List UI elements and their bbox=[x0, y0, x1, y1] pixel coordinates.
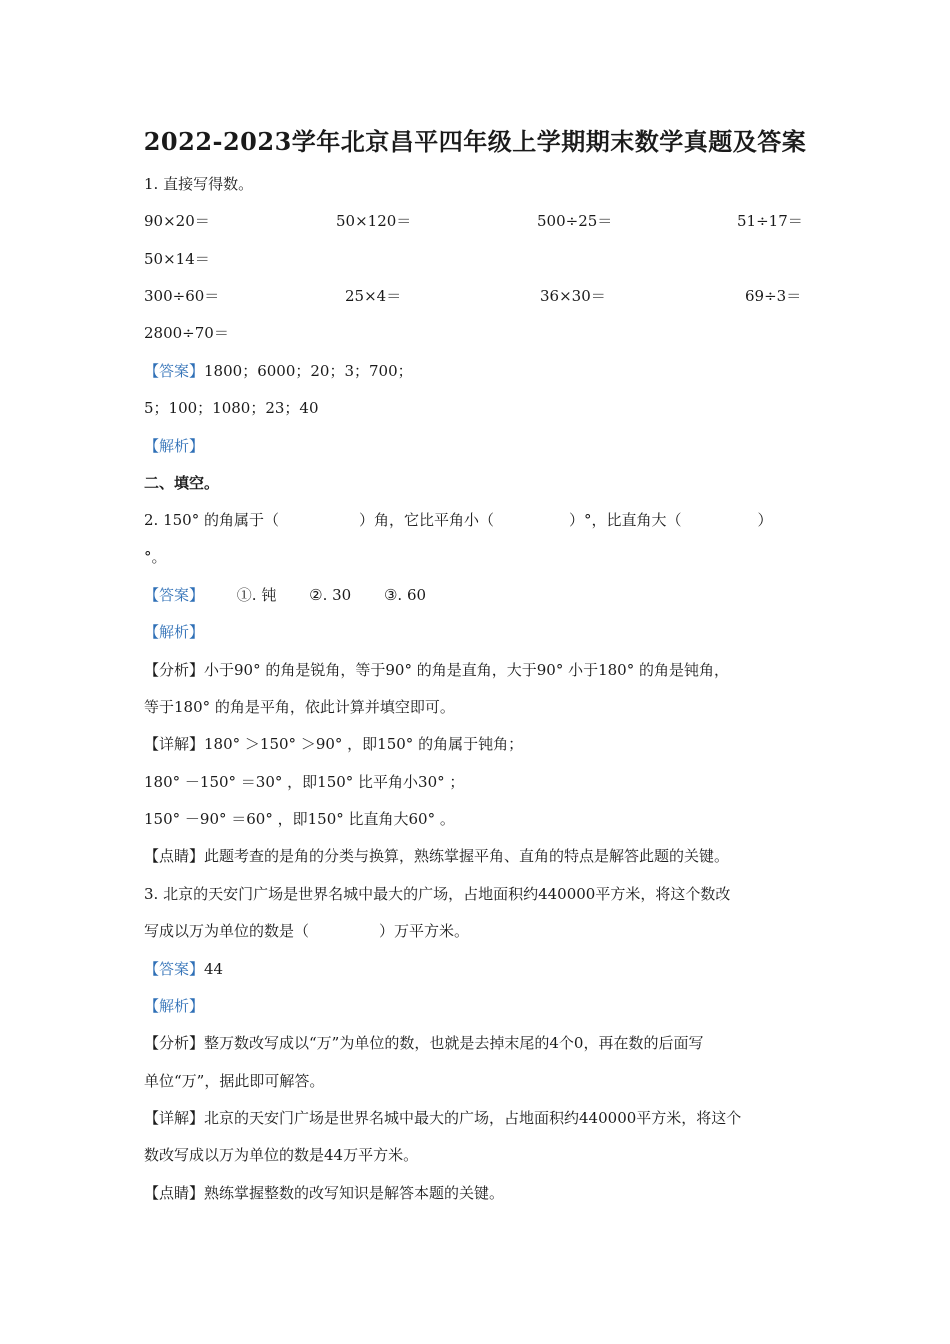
answer-text: 44 bbox=[204, 960, 224, 978]
q3-question-continued bbox=[144, 921, 469, 941]
analysis-tag: 【解析】 bbox=[144, 997, 205, 1015]
q1-item: 90×20＝ bbox=[144, 212, 210, 230]
q2-note bbox=[144, 846, 729, 866]
q1-item: 2800÷70＝ bbox=[144, 324, 229, 342]
q2-detail bbox=[144, 734, 523, 754]
q1-answer-continued: 5；100；1080；23；40 bbox=[144, 399, 319, 417]
q2-analysis bbox=[144, 660, 729, 680]
answer-tag: 【答案】 bbox=[144, 362, 205, 380]
analysis-tag: 【解析】 bbox=[144, 437, 205, 455]
q1-heading: 1. 直接写得数。 bbox=[144, 175, 254, 193]
q1-item: 500÷25＝ bbox=[537, 212, 613, 230]
q2-text: 2. 150° 的角属于（ bbox=[144, 511, 279, 529]
dianjing-tag: 【点睛】 bbox=[144, 847, 205, 865]
q3-analysis bbox=[144, 1033, 703, 1053]
answer-item: ③. 60 bbox=[383, 586, 427, 604]
q1-item: 50×14＝ bbox=[144, 250, 210, 268]
fenxi-text: 整万数改写成以“万”为单位的数，也就是去掉末尾的4个0，再在数的后面写 bbox=[204, 1034, 704, 1052]
xiangjie-tag: 【详解】 bbox=[144, 1109, 205, 1127]
xiangjie-text: 150° －90° ＝60° ，即150° 比直角大60° 。 bbox=[144, 810, 455, 828]
answer-item: ②. 30 bbox=[309, 586, 352, 604]
xiangjie-text: 180° ＞150° ＞90° ，即150° 的角属于钝角； bbox=[204, 735, 524, 753]
fenxi-text: 等于180° 的角是平角，依此计算并填空即可。 bbox=[144, 698, 455, 716]
answer-tag: 【答案】 bbox=[144, 586, 205, 604]
q1-item: 25×4＝ bbox=[345, 287, 402, 305]
q3-note bbox=[144, 1183, 504, 1203]
q1-item: 50×120＝ bbox=[336, 212, 412, 230]
q2-text: ）°，比直角大（ bbox=[569, 511, 682, 529]
q1-item: 51÷17＝ bbox=[737, 212, 803, 230]
answer-tag: 【答案】 bbox=[144, 960, 205, 978]
xiangjie-text: 北京的天安门广场是世界名城中最大的广场，占地面积约440000平方米，将这个 bbox=[204, 1109, 742, 1127]
xiangjie-text: 数改写成以万为单位的数是44万平方米。 bbox=[144, 1146, 419, 1164]
xiangjie-text: 180° －150° ＝30° ，即150° 比平角小30° ； bbox=[144, 773, 465, 791]
answer-item: ①. 钝 bbox=[236, 586, 277, 604]
fenxi-tag: 【分析】 bbox=[144, 1034, 205, 1052]
dianjing-text: 此题考查的是角的分类与换算，熟练掌握平角、直角的特点是解答此题的关键。 bbox=[204, 847, 730, 865]
fenxi-text: 小于90° 的角是锐角，等于90° 的角是直角，大于90° 小于180° 的角是钝角， bbox=[204, 661, 729, 679]
q1-answer bbox=[144, 361, 413, 381]
q1-item: 69÷3＝ bbox=[745, 287, 802, 305]
q2-text: ） bbox=[757, 511, 773, 529]
analysis-tag: 【解析】 bbox=[144, 623, 205, 641]
fenxi-tag: 【分析】 bbox=[144, 661, 205, 679]
q2-question-continued: °。 bbox=[144, 548, 167, 566]
dianjing-tag: 【点睛】 bbox=[144, 1184, 205, 1202]
q3-question: 3. 北京的天安门广场是世界名城中最大的广场，占地面积约440000平方米，将这个数改 bbox=[144, 885, 731, 903]
xiangjie-tag: 【详解】 bbox=[144, 735, 205, 753]
q3-detail bbox=[144, 1108, 741, 1128]
page-title: 2022-2023学年北京昌平四年级上学期期末数学真题及答案 bbox=[143, 127, 807, 156]
q2-text: ）角，它比平角小（ bbox=[358, 511, 494, 529]
q2-question bbox=[144, 510, 773, 530]
q3-text: ）万平方米。 bbox=[379, 922, 470, 940]
q2-answer bbox=[144, 585, 426, 605]
answer-text: 1800；6000；20；3；700； bbox=[204, 362, 413, 380]
dianjing-text: 熟练掌握整数的改写知识是解答本题的关键。 bbox=[204, 1184, 505, 1202]
q3-answer bbox=[144, 959, 223, 979]
section-heading: 二、填空。 bbox=[144, 474, 220, 492]
q1-item: 300÷60＝ bbox=[144, 287, 220, 305]
q3-text: 写成以万为单位的数是（ bbox=[144, 922, 310, 940]
q1-item: 36×30＝ bbox=[540, 287, 606, 305]
fenxi-text: 单位“万”，据此即可解答。 bbox=[144, 1072, 325, 1090]
